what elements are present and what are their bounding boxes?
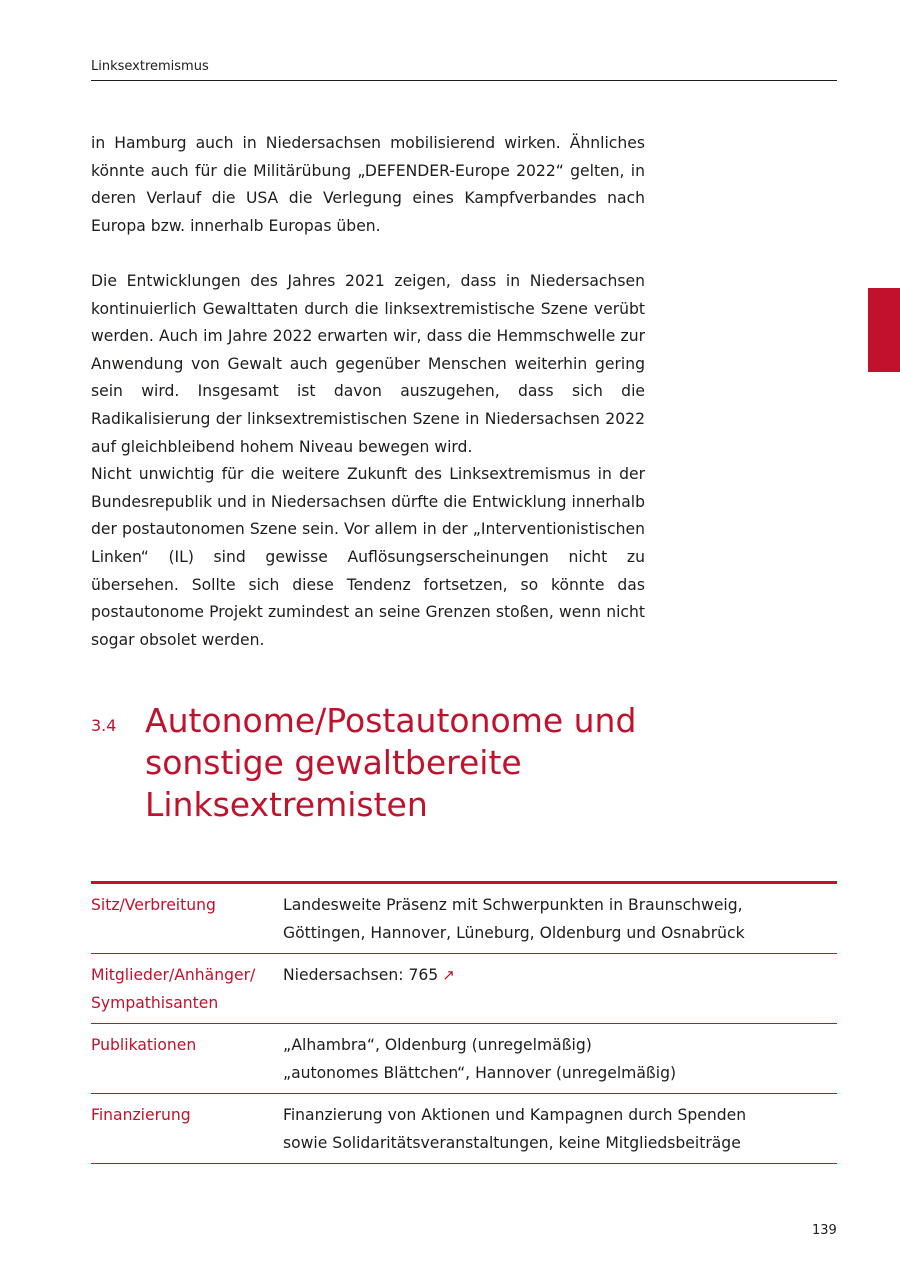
fact-label-members: Mitglieder/Anhänger/ Sympathisanten [91, 966, 256, 1012]
table-row [91, 954, 837, 1024]
table-row [91, 884, 837, 954]
fact-line: „Alhambra“, Oldenburg (unregelmäßig) [283, 1036, 592, 1054]
paragraph-2: Die Entwicklungen des Jahres 2021 zeigen, dass in Niedersachsen kontinuierlich Gewalttaten durch die linksextremistische Szene verübt werden. Auch im Jahre 2022 erwarten wir, dass die Hemmschwelle zur Anwendung von Gewalt auch gegenüber Menschen weiterhin gering sein wird. Insgesamt ist davon auszugehen, dass sich die Radikalisierung der linksextremistischen Szene in Niedersachsen 2022 auf gleichbleibend hohem Niveau bewegen wird. [91, 272, 645, 456]
table-row [91, 1094, 837, 1164]
paragraph-block-1 [91, 130, 645, 240]
page-number: 139 [812, 1223, 837, 1238]
fact-line: Göttingen, Hannover, Lüneburg, Oldenburg und Osnabrück [283, 924, 745, 942]
fact-label-seat: Sitz/Verbreitung [91, 896, 216, 914]
section-number: 3.4 [91, 716, 117, 735]
fact-line: Landesweite Präsenz mit Schwerpunkten in Braunschweig, [283, 896, 743, 914]
fact-value-seat [283, 891, 837, 947]
header-rule [91, 80, 837, 81]
fact-value-publications [283, 1031, 837, 1087]
chapter-side-tab [868, 288, 900, 372]
table-row [91, 1024, 837, 1094]
fact-value-members [283, 961, 837, 1017]
members-count: Niedersachsen: 765 [283, 966, 439, 984]
fact-line: sowie Solidaritätsveranstaltungen, keine Mitgliedsbeiträge [283, 1134, 741, 1152]
paragraph-1: in Hamburg auch in Niedersachsen mobilisierend wirken. Ähnliches könnte auch für die Militärübung „DEFENDER-Europe 2022“ gelten, in deren Verlauf die USA die Verlegung eines Kampfverbandes nach Europa bzw. innerhalb Europas üben. [91, 134, 645, 235]
running-header: Linksextremismus [91, 59, 209, 74]
fact-label-publications: Publikationen [91, 1036, 197, 1054]
fact-value-financing [283, 1101, 837, 1157]
fact-line: „autonomes Blättchen“, Hannover (unregelmäßig) [283, 1064, 677, 1082]
trend-up-arrow-icon: ↗ [442, 966, 455, 984]
fact-line: Finanzierung von Aktionen und Kampagnen durch Spenden [283, 1106, 747, 1124]
section-title: Autonome/Postautonome und sonstige gewaltbereite Linksextremisten [145, 701, 637, 824]
fact-label-financing: Finanzierung [91, 1106, 191, 1124]
facts-table [91, 881, 837, 1164]
fact-line [283, 961, 837, 989]
paragraph-block-2 [91, 268, 645, 654]
paragraph-3: Nicht unwichtig für die weitere Zukunft des Linksextremismus in der Bundesrepublik und in Niedersachsen dürfte die Entwicklung innerhalb der postautonomen Szene sein. Vor allem in der „Interventionistischen Linken“ (IL) sind gewisse Auflösungserscheinungen nicht zu übersehen. Sollte sich diese Tendenz fortsetzen, so könnte das postautonome Projekt zumindest an seine Grenzen stoßen, wenn nicht sogar obsolet werden. [91, 465, 645, 649]
